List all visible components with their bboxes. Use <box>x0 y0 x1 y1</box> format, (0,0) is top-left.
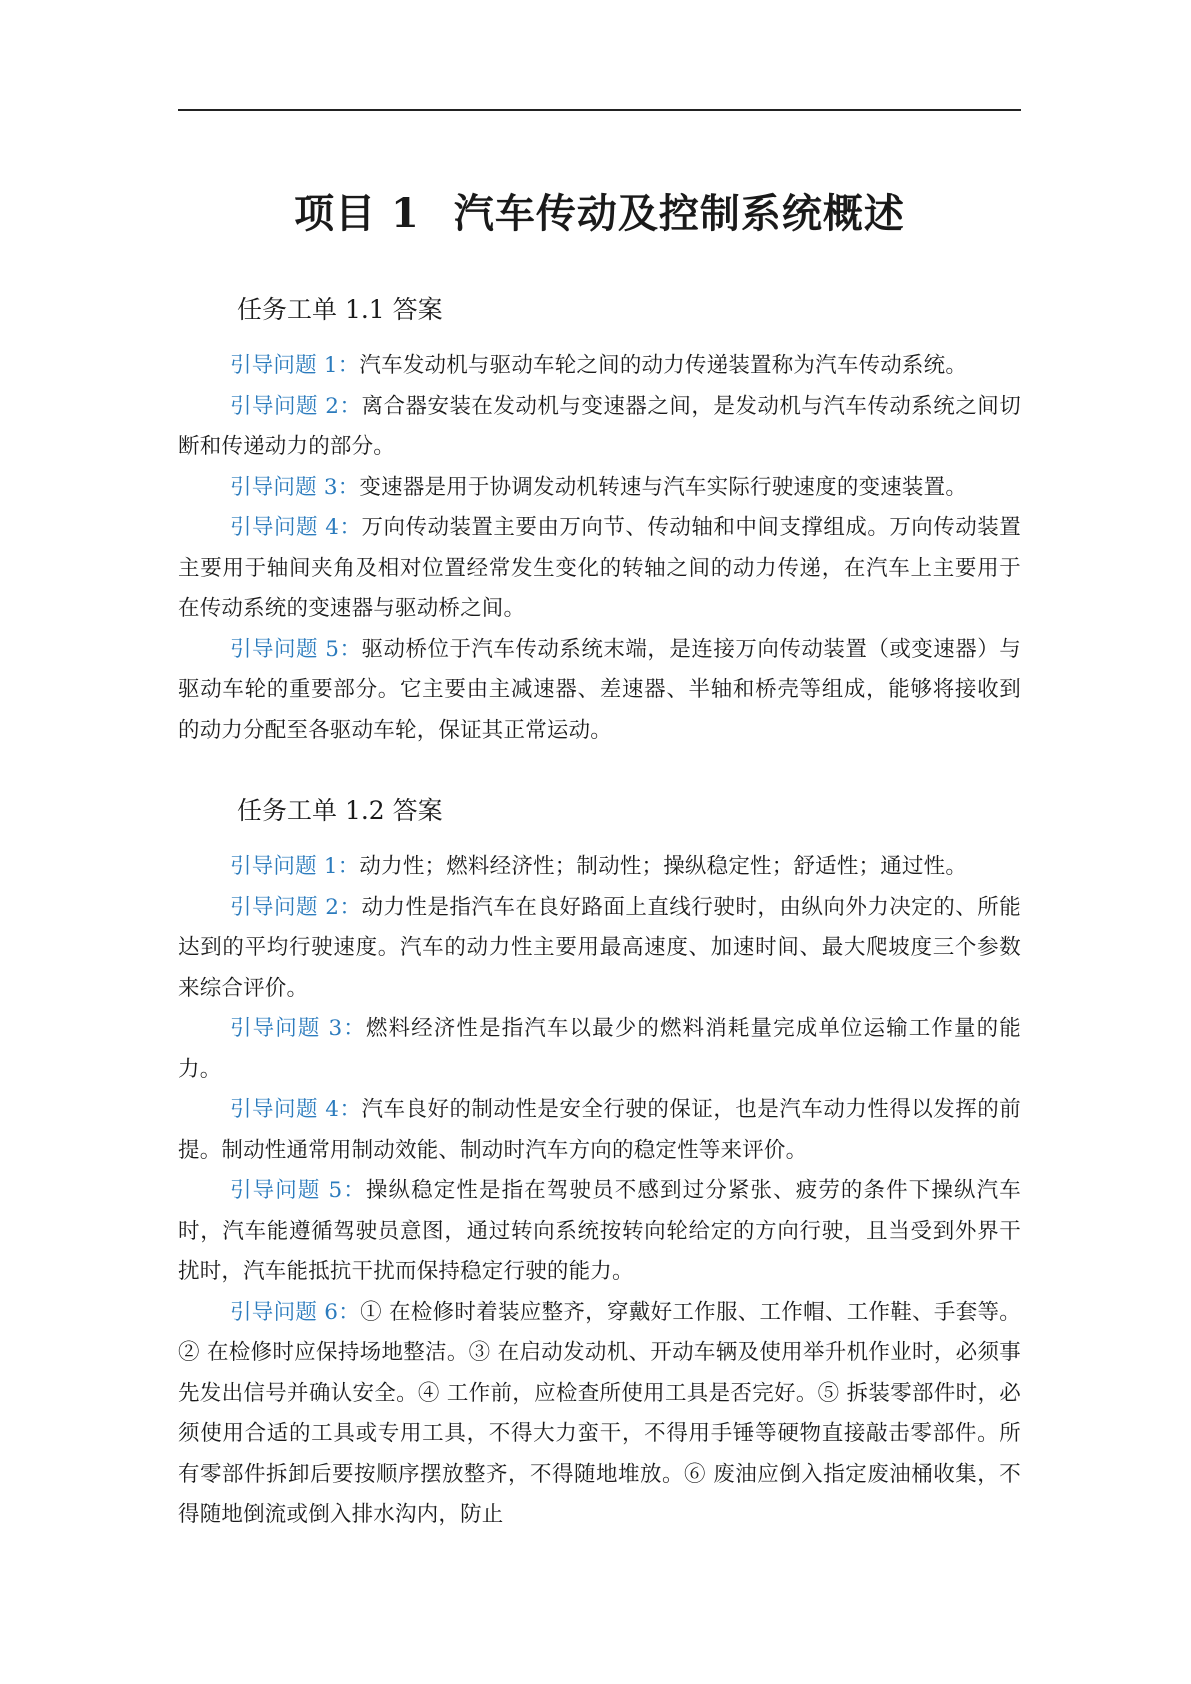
page-title <box>178 184 1021 244</box>
qa-label: 引导问题 4： <box>230 515 362 540</box>
section-task-1-2 <box>178 791 1021 1536</box>
qa-label: 引导问题 5： <box>230 1178 366 1203</box>
qa-item <box>178 1009 1021 1090</box>
qa-label: 引导问题 2： <box>230 393 362 419</box>
section-heading: 任务工单 1.2 答案 <box>237 796 443 825</box>
qa-label: 引导问题 5： <box>230 636 362 662</box>
qa-item <box>178 630 1021 752</box>
qa-item <box>178 346 1021 387</box>
header-rule <box>178 109 1021 111</box>
qa-text: 变速器是用于协调发动机转速与汽车实际行驶速度的变速装置。 <box>359 474 968 500</box>
page-title-number: 项目 1 <box>294 190 420 237</box>
qa-text: 燃料经济性是指汽车以最少的燃料消耗量完成单位运输工作量的能力。 <box>178 1016 1021 1082</box>
page-title-text: 汽车传动及控制系统概述 <box>453 190 905 237</box>
qa-text: 操纵稳定性是指在驾驶员不感到过分紧张、疲劳的条件下操纵汽车时，汽车能遵循驾驶员意图，通过转向系统按转向轮给定的方向行驶，且当受到外界干扰时，汽车能抵抗干扰而保持稳定行驶的能力。 <box>178 1178 1021 1284</box>
qa-text: 动力性是指汽车在良好路面上直线行驶时，由纵向外力决定的、所能达到的平均行驶速度。汽车的动力性主要用最高速度、加速时间、最大爬坡度三个参数来综合评价。 <box>178 894 1021 1001</box>
qa-text: 驱动桥位于汽车传动系统末端，是连接万向传动装置（或变速器）与驱动车轮的重要部分。它主要由主减速器、差速器、半轴和桥壳等组成，能够将接收到的动力分配至各驱动车轮，保证其正常运动。 <box>178 636 1021 743</box>
qa-label: 引导问题 4： <box>230 1097 362 1122</box>
qa-label: 引导问题 2： <box>230 894 362 920</box>
qa-label: 引导问题 1： <box>230 854 360 879</box>
qa-label: 引导问题 3： <box>230 1016 366 1041</box>
qa-text: 动力性；燃料经济性；制动性；操纵稳定性；舒适性；通过性。 <box>359 854 968 879</box>
qa-text: 万向传动装置主要由万向节、传动轴和中间支撑组成。万向传动装置主要用于轴间夹角及相对位置经常发生变化的转轴之间的动力传递，在汽车上主要用于在传动系统的变速器与驱动桥之间。 <box>178 515 1021 621</box>
qa-item <box>178 1171 1021 1293</box>
qa-text: ① 在检修时着装应整齐，穿戴好工作服、工作帽、工作鞋、手套等。② 在检修时应保持场地整洁。③ 在启动发动机、开动车辆及使用举升机作业时，必须事先发出信号并确认安全。④ 工作前，应检查所使用工具是否完好。⑤ 拆装零部件时，必须使用合适的工具或专用工具，不得大力蛮干，不得用手锤等硬物直接敲击零部件。所有零部件拆卸后要按顺序摆放整齐，不得随地堆放。⑥ 废油应倒入指定废油桶收集，不得随地倒流或倒入排水沟内，防止 <box>178 1299 1021 1527</box>
qa-item <box>178 888 1021 1010</box>
qa-label: 引导问题 1： <box>230 353 360 378</box>
qa-item <box>178 508 1021 630</box>
qa-text: 汽车良好的制动性是安全行驶的保证，也是汽车动力性得以发挥的前提。制动性通常用制动效能、制动时汽车方向的稳定性等来评价。 <box>178 1097 1021 1163</box>
qa-item <box>178 847 1021 888</box>
section-task-1-1 <box>178 290 1021 751</box>
qa-text: 汽车发动机与驱动车轮之间的动力传递装置称为汽车传动系统。 <box>359 353 968 378</box>
qa-text: 离合器安装在发动机与变速器之间，是发动机与汽车传动系统之间切断和传递动力的部分。 <box>178 393 1021 459</box>
qa-item <box>178 468 1021 509</box>
section-heading: 任务工单 1.1 答案 <box>237 295 443 324</box>
qa-list <box>178 346 1021 751</box>
qa-item <box>178 1090 1021 1171</box>
qa-item <box>178 1293 1021 1536</box>
qa-list <box>178 847 1021 1536</box>
qa-item <box>178 387 1021 468</box>
qa-label: 引导问题 3： <box>230 474 360 500</box>
qa-label: 引导问题 6： <box>230 1299 361 1325</box>
